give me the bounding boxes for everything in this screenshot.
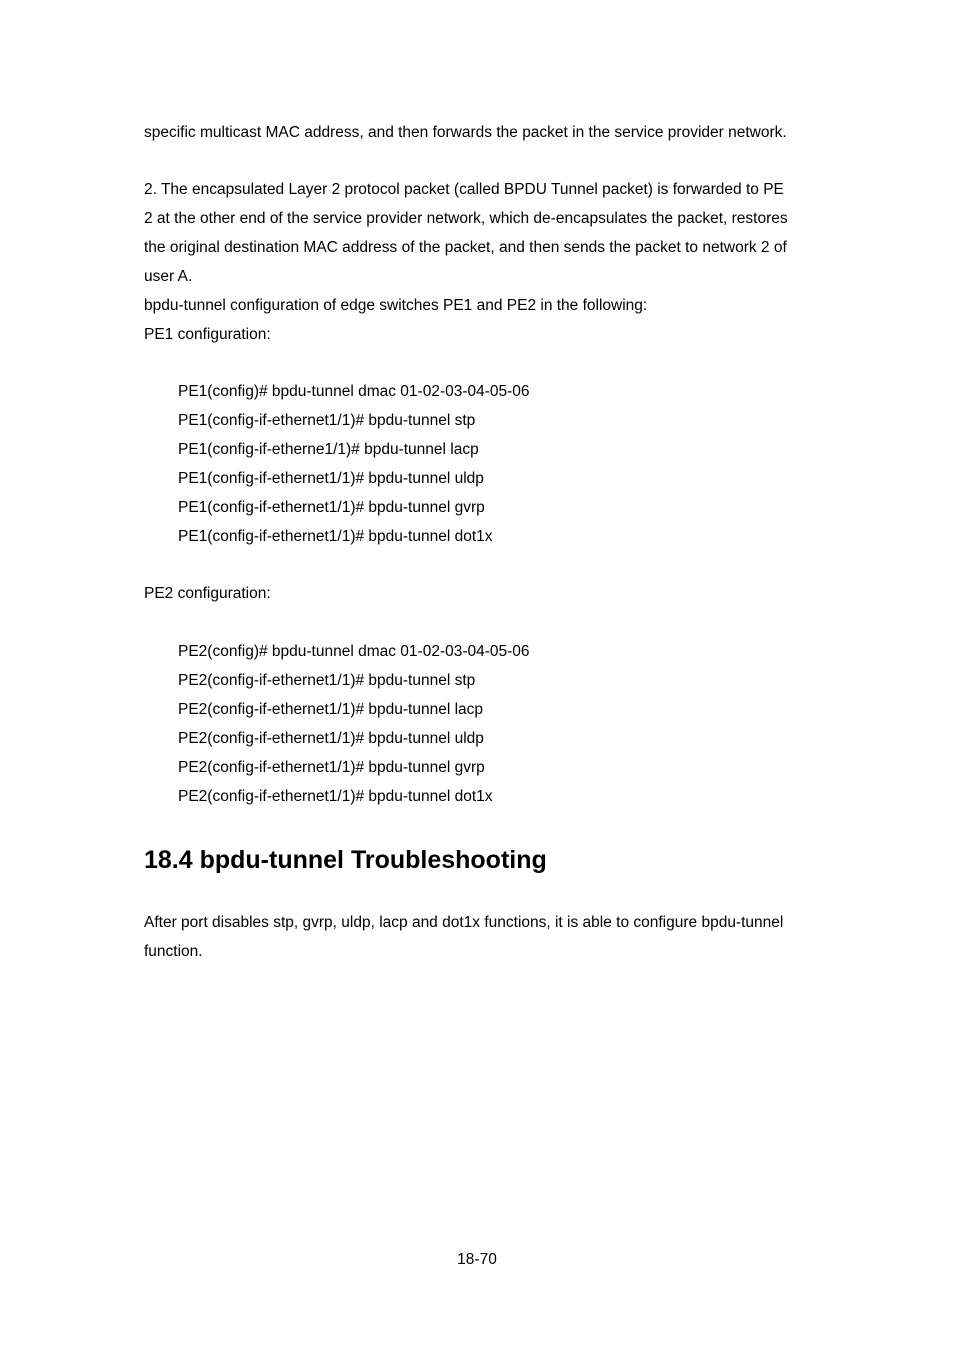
pe1-config-block <box>178 377 530 551</box>
intro-paragraph <box>144 118 816 147</box>
pe1-config-line: PE1(config)# bpdu-tunnel dmac 01-02-03-04-05-06 <box>178 383 530 400</box>
troubleshooting-line: function. <box>144 943 203 960</box>
pe2-config-line: PE2(config-if-ethernet1/1)# bpdu-tunnel dot1x <box>178 788 493 805</box>
step-2-line: the original destination MAC address of the packet, and then sends the packet to network 2 of <box>144 239 787 256</box>
step-2-line: 2. The encapsulated Layer 2 protocol packet (called BPDU Tunnel packet) is forwarded to PE <box>144 181 784 198</box>
section-heading: 18.4 bpdu-tunnel Troubleshooting <box>144 846 547 874</box>
step-2-line: user A. <box>144 268 193 285</box>
intro-line: specific multicast MAC address, and then forwards the packet in the service provider network. <box>144 124 787 141</box>
pe2-config-line: PE2(config-if-ethernet1/1)# bpdu-tunnel gvrp <box>178 759 485 776</box>
pe2-config-label-block <box>144 579 816 608</box>
troubleshooting-paragraph <box>144 908 816 966</box>
pe2-config-line: PE2(config-if-ethernet1/1)# bpdu-tunnel uldp <box>178 730 484 747</box>
pe2-config-block <box>178 637 530 811</box>
page-number: 18-70 <box>457 1251 497 1268</box>
step-2-line: 2 at the other end of the service provider network, which de-encapsulates the packet, restores <box>144 210 788 227</box>
pe2-config-line: PE2(config-if-ethernet1/1)# bpdu-tunnel lacp <box>178 701 484 718</box>
troubleshooting-line: After port disables stp, gvrp, uldp, lacp and dot1x functions, it is able to configure bpdu-tunnel <box>144 914 784 931</box>
pe1-config-label: PE1 configuration: <box>144 326 271 343</box>
config-intro-line: bpdu-tunnel configuration of edge switches PE1 and PE2 in the following: <box>144 297 648 314</box>
pe1-config-line: PE1(config-if-ethernet1/1)# bpdu-tunnel stp <box>178 412 476 429</box>
pe1-config-line: PE1(config-if-ethernet1/1)# bpdu-tunnel dot1x <box>178 528 493 545</box>
pe1-config-line: PE1(config-if-etherne1/1)# bpdu-tunnel lacp <box>178 441 479 458</box>
pe2-config-line: PE2(config)# bpdu-tunnel dmac 01-02-03-04-05-06 <box>178 643 530 660</box>
step-2-paragraph <box>144 175 816 349</box>
pe2-config-label: PE2 configuration: <box>144 585 271 602</box>
pe1-config-line: PE1(config-if-ethernet1/1)# bpdu-tunnel gvrp <box>178 499 485 516</box>
pe1-config-line: PE1(config-if-ethernet1/1)# bpdu-tunnel uldp <box>178 470 484 487</box>
pe2-config-line: PE2(config-if-ethernet1/1)# bpdu-tunnel stp <box>178 672 476 689</box>
